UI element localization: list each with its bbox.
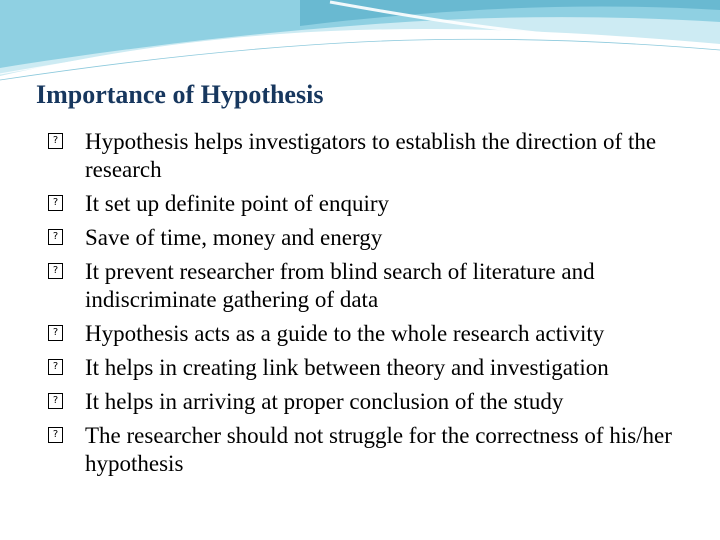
bullet-item bbox=[48, 388, 708, 416]
bullet-text: It prevent researcher from blind search of literature and indiscriminate gathering of data bbox=[85, 259, 595, 312]
missing-glyph-box-icon: ? bbox=[48, 195, 63, 211]
missing-glyph-box-icon: ? bbox=[48, 229, 63, 245]
bullet-item bbox=[48, 354, 708, 382]
bullet-item bbox=[48, 258, 708, 314]
bullet-text: Save of time, money and energy bbox=[85, 225, 383, 250]
missing-glyph-box-icon: ? bbox=[48, 359, 63, 375]
missing-glyph-box-icon: ? bbox=[48, 427, 63, 443]
missing-glyph-box-icon: ? bbox=[48, 133, 63, 149]
header-wave-decoration bbox=[0, 0, 720, 90]
bullet-text: The researcher should not struggle for the correctness of his/her hypothesis bbox=[85, 423, 672, 476]
bullet-text: Hypothesis helps investigators to establish the direction of the research bbox=[85, 129, 657, 182]
bullet-item bbox=[48, 128, 708, 184]
bullet-text: It set up definite point of enquiry bbox=[85, 191, 390, 216]
bullet-text: It helps in creating link between theory and investigation bbox=[85, 355, 609, 380]
bullet-list bbox=[48, 128, 708, 484]
bullet-item bbox=[48, 224, 708, 252]
bullet-text: Hypothesis acts as a guide to the whole research activity bbox=[85, 321, 605, 346]
bullet-item bbox=[48, 422, 708, 478]
missing-glyph-box-icon: ? bbox=[48, 393, 63, 409]
bullet-item bbox=[48, 320, 708, 348]
missing-glyph-box-icon: ? bbox=[48, 263, 63, 279]
bullet-item bbox=[48, 190, 708, 218]
missing-glyph-box-icon: ? bbox=[48, 325, 63, 341]
slide-title: Importance of Hypothesis bbox=[36, 80, 324, 109]
bullet-text: It helps in arriving at proper conclusion of the study bbox=[85, 389, 564, 414]
